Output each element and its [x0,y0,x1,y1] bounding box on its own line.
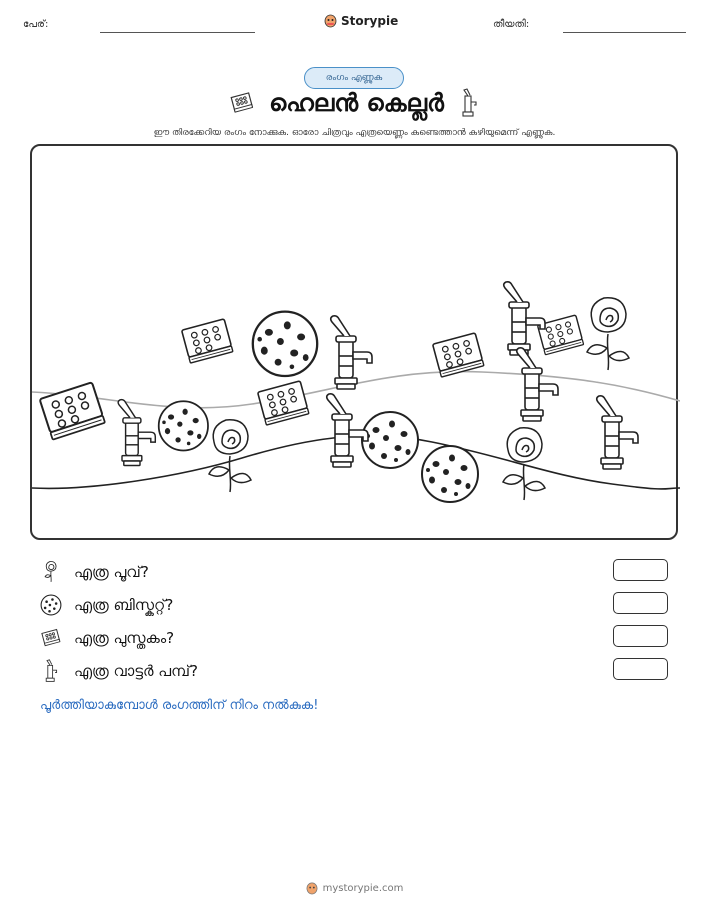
color-instruction: പൂർത്തിയാകുമ്പോൾ രംഗത്തിന് നിറം നൽകുക! [40,698,319,713]
question-label: എത്ര ബിസ്കറ്റ്? [74,596,174,614]
question-label: എത്ര പൂവ്? [74,563,149,581]
scene-book [258,381,309,425]
answer-box-rose[interactable] [613,559,668,581]
scene-book [40,382,105,439]
scene-book [182,319,233,363]
activity-badge: രംഗം എണ്ണുക [304,67,404,89]
answer-box-pump[interactable] [613,658,668,680]
scene-cookie [253,312,317,376]
scene-pump [597,396,638,469]
book-icon [40,627,62,649]
date-label: തീയതി: [493,19,530,30]
question-rose [40,560,149,584]
scene-book [433,333,484,377]
answer-box-book[interactable] [613,625,668,647]
footer-site: mystorypie.com [322,882,404,894]
question-label: എത്ര വാട്ടർ പമ്പ്? [74,662,198,680]
scene-illustration [32,146,680,542]
name-line[interactable] [100,32,255,33]
book-icon [229,92,255,114]
scene-rose [209,420,251,492]
scene-pump [504,282,545,355]
water-pump-icon [458,88,480,118]
date-line[interactable] [563,32,686,33]
back-hill-line [32,372,680,408]
storypie-mascot-icon [306,881,318,895]
question-label: എത്ര പുസ്തകം? [74,629,175,647]
question-book [40,626,174,650]
scene-cookie [422,446,478,502]
scene-pump [331,316,372,389]
rose-icon [40,561,62,583]
scene-rose [587,298,629,370]
scene-rose [503,428,545,500]
answer-box-cookie[interactable] [613,592,668,614]
title-row [0,88,709,118]
scene-cookie [362,412,418,468]
question-cookie [40,593,173,617]
name-label: പേര്: [23,19,49,30]
page-footer [0,881,709,895]
question-pump [40,659,198,683]
brand-logo [324,13,398,28]
cookie-icon [40,594,62,616]
storypie-mascot-icon [324,13,337,28]
brand-name: Storypie [341,13,399,28]
scene-pump [517,348,558,421]
page-title: ഹെലൻ കെല്ലർ [269,89,444,117]
instruction-text: ഈ തിരക്കേറിയ രംഗം നോക്കുക. ഓരോ ചിത്രവും എത്രയെണ്ണം കണ്ടെത്താൻ കഴിയുമെന്ന് എണ്ണുക. [153,128,556,138]
counting-scene [30,144,678,540]
scene-pump [118,400,155,466]
scene-cookie [159,401,208,450]
water-pump-icon [40,659,62,683]
scene-pump [327,394,368,467]
